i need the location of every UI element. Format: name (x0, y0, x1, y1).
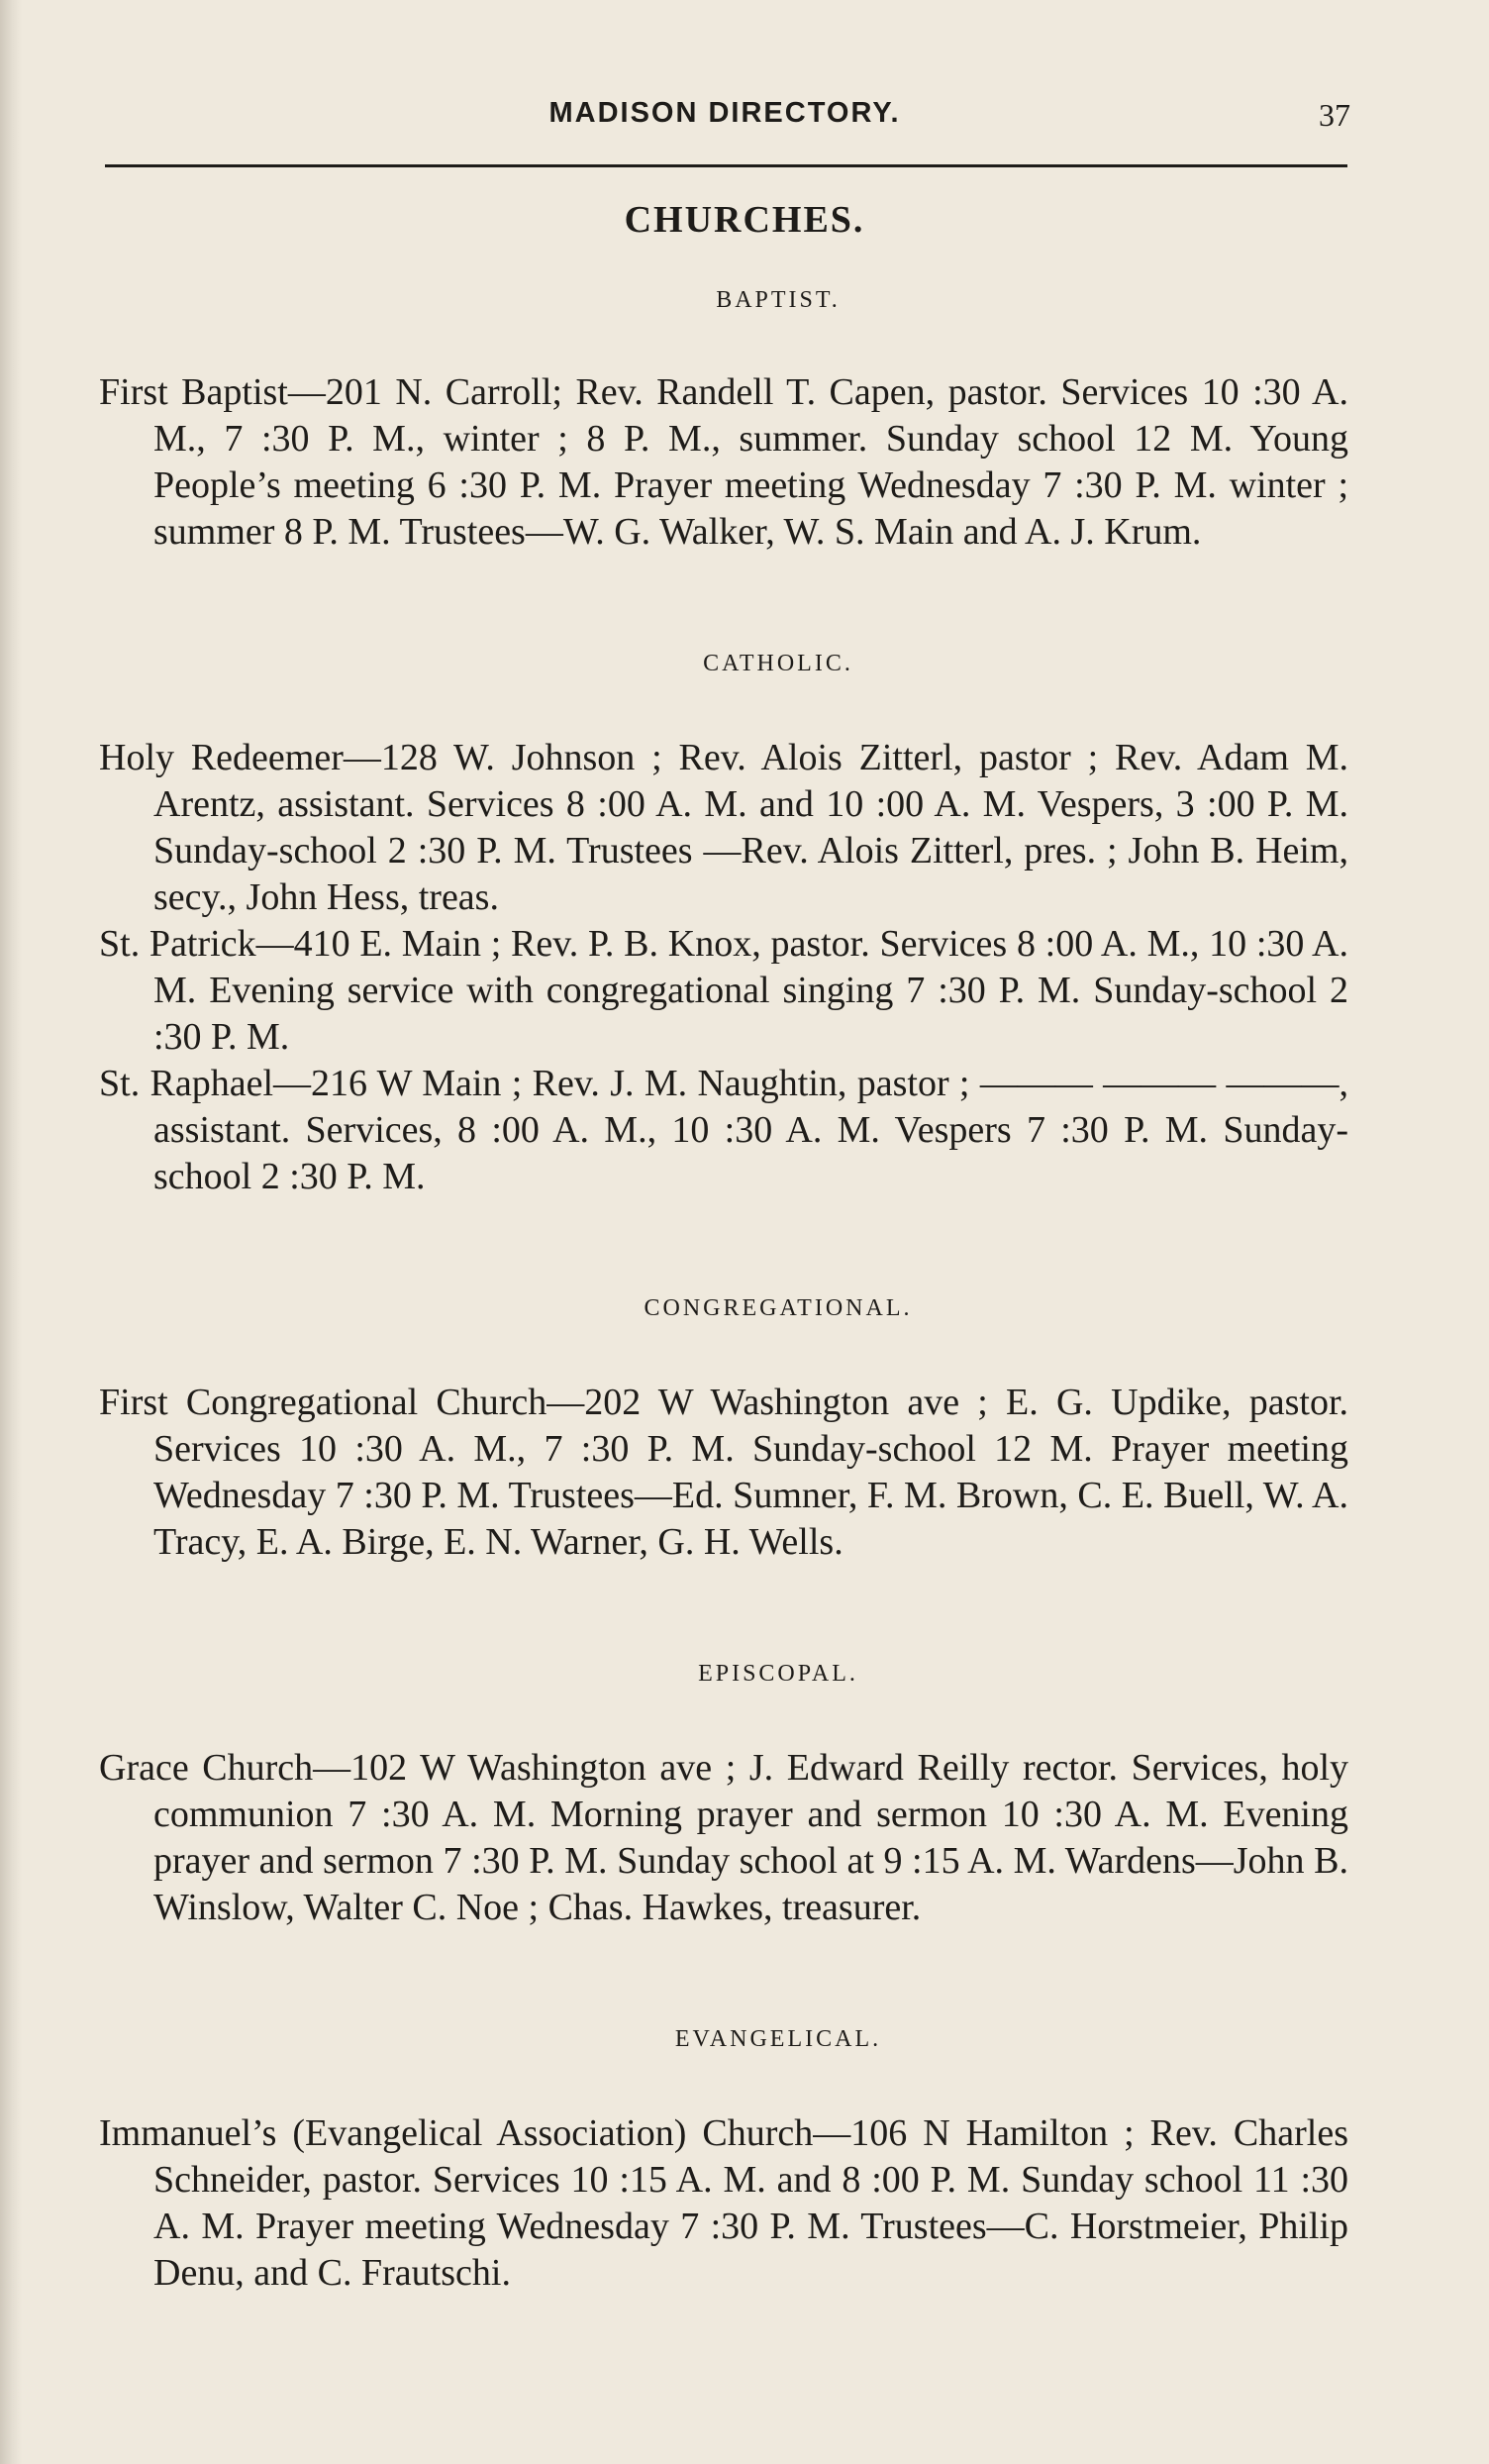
church-entry: Immanuel’s (Evangelical Association) Church—106 N Hamilton ; Rev. Charles Schneider, pastor. Services 10 :15 A. M. and 8 :00 P. M. Sunday school 11 :30 A. M. Prayer meeting Wednesday 7 :30 P. M. Trustees—C. Horstmeier, Philip Denu, and C. Frautschi. (99, 2112, 1348, 2294)
running-header (99, 97, 1350, 141)
running-title: MADISON DIRECTORY. (548, 97, 901, 129)
section-catholic (99, 641, 1348, 1200)
section-label: BAPTIST. (716, 287, 841, 313)
churches-listing (99, 277, 1348, 2382)
page-heading: CHURCHES. (624, 199, 865, 241)
section-label: CONGREGATIONAL. (644, 1295, 913, 1321)
section-baptist (99, 277, 1348, 556)
page-number: 37 (1319, 97, 1350, 133)
church-entry: First Congregational Church—202 W Washington ave ; E. G. Updike, pastor. Services 10 :30 A. M., 7 :30 P. M. Sunday-school 12 M. Prayer meeting Wednesday 7 :30 P. M. Trustees—Ed. Sumner, F. M. Brown, C. E. Buell, W. A. Tracy, E. A. Birge, E. N. Warner, G. H. Wells. (99, 1382, 1348, 1563)
section-evangelical (99, 2016, 1348, 2297)
section-episcopal (99, 1651, 1348, 1931)
header-rule (105, 164, 1347, 167)
church-entry: Holy Redeemer—128 W. Johnson ; Rev. Alois Zitterl, pastor ; Rev. Adam M. Arentz, assistant. Services 8 :00 A. M. and 10 :00 A. M. Vespers, 3 :00 P. M. Sunday-school 2 :30 P. M. Trustees —Rev. Alois Zitterl, pres. ; John B. Heim, secy., John Hess, treas. (99, 737, 1348, 918)
church-entry: St. Patrick—410 E. Main ; Rev. P. B. Knox, pastor. Services 8 :00 A. M., 10 :30 A. M. Evening service with congregational singing 7 :30 P. M. Sunday-school 2 :30 P. M. (99, 923, 1348, 1058)
section-congregational (99, 1285, 1348, 1566)
section-label: EPISCOPAL. (698, 1661, 858, 1687)
section-label: CATHOLIC. (703, 651, 853, 676)
church-entry: St. Raphael—216 W Main ; Rev. J. M. Naughtin, pastor ; ——— ——— ———, assistant. Services, 8 :00 A. M., 10 :30 A. M. Vespers 7 :30 P. M. Sunday-school 2 :30 P. M. (99, 1063, 1348, 1197)
page-spine-shadow (0, 0, 22, 2464)
church-entry: First Baptist—201 N. Carroll; Rev. Randell T. Capen, pastor. Services 10 :30 A. M., 7 :30 P. M., winter ; 8 P. M., summer. Sunday school 12 M. Young People’s meeting 6 :30 P. M. Prayer meeting Wednesday 7 :30 P. M. winter ; summer 8 P. M. Trustees—W. G. Walker, W. S. Main and A. J. Krum. (99, 371, 1348, 553)
church-entry: Grace Church—102 W Washington ave ; J. Edward Reilly rector. Services, holy communion 7 :30 A. M. Morning prayer and sermon 10 :30 A. M. Evening prayer and sermon 7 :30 P. M. Sunday school at 9 :15 A. M. Wardens—John B. Winslow, Walter C. Noe ; Chas. Hawkes, treasurer. (99, 1747, 1348, 1928)
section-label: EVANGELICAL. (674, 2026, 882, 2052)
